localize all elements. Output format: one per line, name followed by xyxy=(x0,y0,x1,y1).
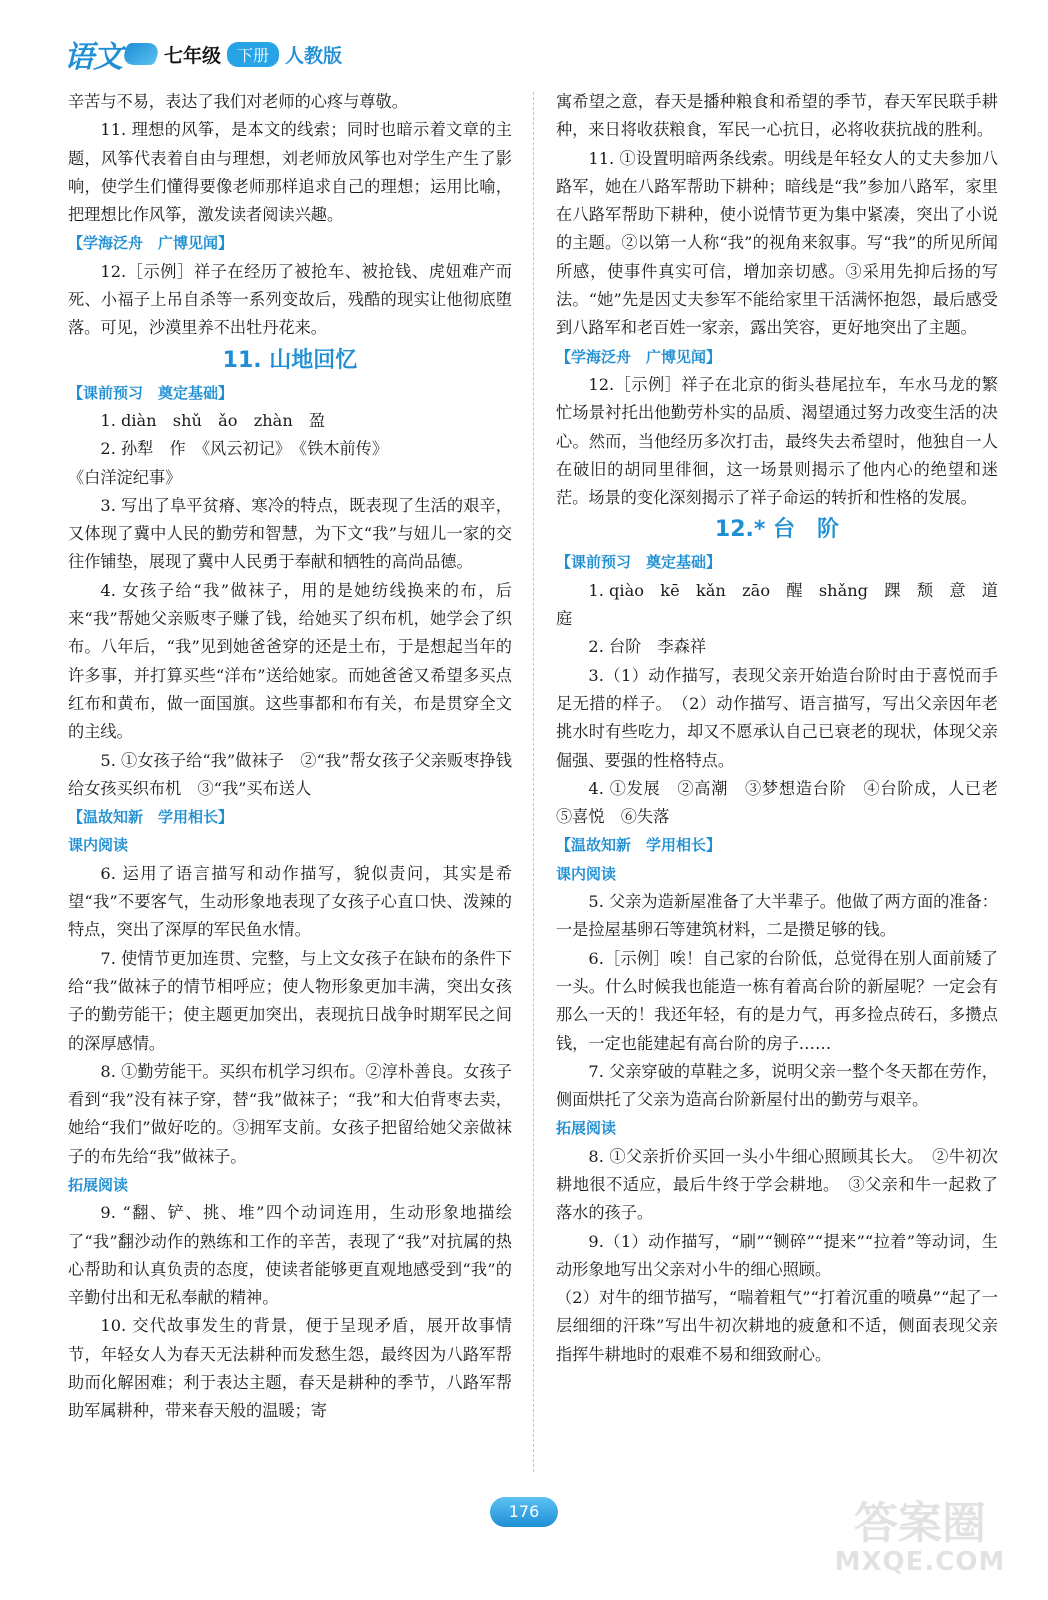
answer-paragraph: 3.（1）动作描写，表现父亲开始造台阶时由于喜悦而手足无措的样子。 （2）动作描写、语言描写，写出父亲因年老挑水时有些吃力，却又不愿承认自己已衰老的现状，体现父亲倔强、要强的性格特点。 xyxy=(556,665,998,770)
watermark-logo xyxy=(820,1500,1020,1580)
page-number: 176 xyxy=(490,1497,558,1527)
subsection-heading: 拓展阅读 xyxy=(556,1119,617,1138)
lesson-title: 12.* 台 阶 xyxy=(714,517,840,543)
answer-paragraph: 2. 孙犁 作 《风云初记》 《铁木前传》 xyxy=(100,439,389,459)
answer-paragraph: 7. 父亲穿破的草鞋之多，说明父亲一整个冬天都在劳作，侧面烘托了父亲为造高台阶新屋付出的勤劳与艰辛。 xyxy=(556,1061,998,1110)
answer-paragraph: 12.［示例］祥子在北京的街头巷尾拉车，车水马龙的繁忙场景衬托出他勤劳朴实的品质、渴望通过努力改变生活的决心。然而，当他经历多次打击，最终失去希望时，他独自一人在破旧的胡同里徘徊，这一场景则揭示了他内心的绝望和迷茫。场景的变化深刻揭示了祥子命运的转折和性格的发展。 xyxy=(556,374,998,508)
right-column xyxy=(556,88,1015,1369)
logo-swoosh-icon xyxy=(120,43,162,65)
answer-paragraph: 9.（1）动作描写，“刷”“铡碎”“提来”“拉着”等动词，生动形象地写出父亲对小牛的细心照顾。 xyxy=(556,1231,998,1279)
answer-paragraph: 12.［示例］祥子在经历了被抢车、被抢钱、虎妞难产而死、小福子上吊自杀等一系列变故后，残酷的现实让他彻底堕落。可见，沙漠里养不出牡丹花来。 xyxy=(68,261,512,338)
answer-paragraph: 5. 父亲为造新屋准备了大半辈子。他做了两方面的准备：一是捡屋基卵石等建筑材料，二是攒足够的钱。 xyxy=(556,892,998,940)
answer-paragraph: （2）对牛的细节描写，“喘着粗气”“打着沉重的喷鼻”“起了一层细细的汗珠”写出牛初次耕地的疲惫和不适，侧面表现父亲指挥牛耕地时的艰难不易和细致耐心。 xyxy=(556,1288,998,1364)
answer-paragraph: 10. 交代故事发生的背景，便于呈现矛盾，展开故事情节，年轻女人为春天无法耕种而发愁生怨，最终因为八路军帮助而化解困难；利于表达主题，春天是耕种的季节，八路军帮助军属耕种，带来春天般的温暖；寄 xyxy=(68,1316,512,1421)
answer-paragraph: 9. “翻、铲、挑、堆”四个动词连用，生动形象地描绘了“我”翻沙动作的熟练和工作的辛苦，表现了“我”对抗属的热心帮助和认真负责的态度，使读者能够更直观地感受到“我”的辛勤付出和无私奉献的精神。 xyxy=(68,1203,512,1308)
grade-label: 七年级 xyxy=(164,44,222,67)
answer-paragraph: 2. 台阶 李森祥 xyxy=(588,637,707,657)
answer-paragraph: 7. 使情节更加连贯、完整，与上文女孩子在缺布的条件下给“我”做袜子的情节相呼应；使人物形象更加丰满，突出女孩子的勤劳能干；使主题更加突出，表现抗日战争时期军民之间的深厚感情。 xyxy=(68,948,512,1053)
subsection-heading: 课内阅读 xyxy=(68,836,129,855)
answer-paragraph: 4. 女孩子给“我”做袜子，用的是她纺线换来的布，后来“我”帮她父亲贩枣子赚了钱，给她买了织布机，她学会了织布。八年后，“我”见到她爸爸穿的还是土布，于是想起当年的许多事，并打算买些“洋布”送给她家。而她爸爸又希望多买点红布和黄布，做一面国旗。这些事都和布有关，布是贯穿全文的主线。 xyxy=(68,580,512,742)
answer-paragraph: 辛苦与不易，表达了我们对老师的心疼与尊敬。 xyxy=(68,92,408,111)
edition-label: 人教版 xyxy=(285,44,343,67)
answer-paragraph: 寓希望之意，春天是播种粮食和希望的季节，春天军民联手耕种，来日将收获粮食，军民一心抗日，必将收获抗战的胜利。 xyxy=(556,92,998,140)
section-heading: 【课前预习 奠定基础】 xyxy=(556,553,722,572)
section-heading: 【学海泛舟 广博见闻】 xyxy=(68,234,234,253)
answer-paragraph: 4. ①发展 ②高潮 ③梦想造台阶 ④台阶成，人已老 ⑤喜悦 ⑥失落 xyxy=(556,778,1015,827)
answer-paragraph: 8. ①勤劳能干。买织布机学习织布。②淳朴善良。女孩子看到“我”没有袜子穿，替“我”做袜子；“我”和大伯背枣去卖，她给“我们”做好吃的。③拥军支前。女孩子把留给她父亲做袜子的布先给“我”做袜子。 xyxy=(68,1061,512,1166)
page-header xyxy=(64,34,342,74)
left-column xyxy=(68,88,512,1426)
column-divider xyxy=(533,92,534,1472)
watermark-text: 答案圈 xyxy=(854,1498,986,1549)
answer-paragraph: 8. ①父亲折价买回一头小牛细心照顾其长大。 ②牛初次耕地很不适应，最后牛终于学会耕地。 ③父亲和牛一起救了落水的孩子。 xyxy=(556,1146,998,1223)
section-heading: 【温故知新 学用相长】 xyxy=(556,836,722,855)
book-logo: 语文 xyxy=(64,40,122,75)
answer-paragraph: 《白洋淀纪事》 xyxy=(68,467,182,487)
answer-paragraph: 3. 写出了阜平贫瘠、寒冷的特点，既表现了生活的艰辛，又体现了冀中人民的勤劳和智慧，为下文“我”与妞儿一家的交往作铺垫，展现了冀中人民勇于奉献和牺牲的高尚品德。 xyxy=(68,495,512,572)
answer-paragraph: 1. diàn shǔ ǎo zhàn 盈 xyxy=(100,410,326,430)
answer-paragraph: 11. ①设置明暗两条线索。明线是年轻女人的丈夫参加八路军，她在八路军帮助下耕种；暗线是“我”参加八路军，家里在八路军帮助下耕种，使小说情节更为集中紧凑，突出了小说的主题。②以第一人称“我”的视角来叙事。写“我”的所见所闻所感，使事件真实可信，增加亲切感。③采用先抑后扬的写法。“她”先是因丈夫参军不能给家里干活满怀抱怨，最后感受到八路军和老百姓一家亲，露出笑容，更好地突出了主题。 xyxy=(556,148,998,338)
answer-paragraph: 1. qiào kē kǎn zāo 醒 shǎng 踝 颓 意 道 庭 xyxy=(556,580,1015,629)
section-heading: 【温故知新 学用相长】 xyxy=(68,808,234,827)
section-heading: 【课前预习 奠定基础】 xyxy=(68,383,234,402)
section-heading: 【学海泛舟 广博见闻】 xyxy=(556,347,722,366)
subsection-heading: 拓展阅读 xyxy=(68,1175,129,1194)
watermark-url: MXQE.COM xyxy=(834,1547,1006,1577)
volume-badge: 下册 xyxy=(227,42,279,67)
answer-paragraph: 6. 运用了语言描写和动作描写，貌似责问，其实是希望“我”不要客气，生动形象地表现了女孩子心直口快、泼辣的特点，突出了深厚的军民鱼水情。 xyxy=(68,863,512,940)
subsection-heading: 课内阅读 xyxy=(556,864,617,883)
answer-paragraph: 6.［示例］唉！自己家的台阶低，总觉得在别人面前矮了一头。什么时候我也能造一栋有着高台阶的新屋呢？一定会有那么一天的！我还年轻，有的是力气，再多捡点砖石，多攒点钱，一定也能建起有高台阶的房子…… xyxy=(556,948,998,1053)
answer-paragraph: 11. 理想的风筝，是本文的线索；同时也暗示着文章的主题，风筝代表着自由与理想，刘老师放风筝也对学生产生了影响，使学生们懂得要像老师那样追求自己的理想；运用比喻，把理想比作风筝，激发读者阅读兴趣。 xyxy=(68,120,512,225)
lesson-title: 11. 山地回忆 xyxy=(222,347,358,373)
answer-paragraph: 5. ①女孩子给“我”做袜子 ②“我”帮女孩子父亲贩枣挣钱给女孩买织布机 ③“我”买布送人 xyxy=(68,750,512,798)
